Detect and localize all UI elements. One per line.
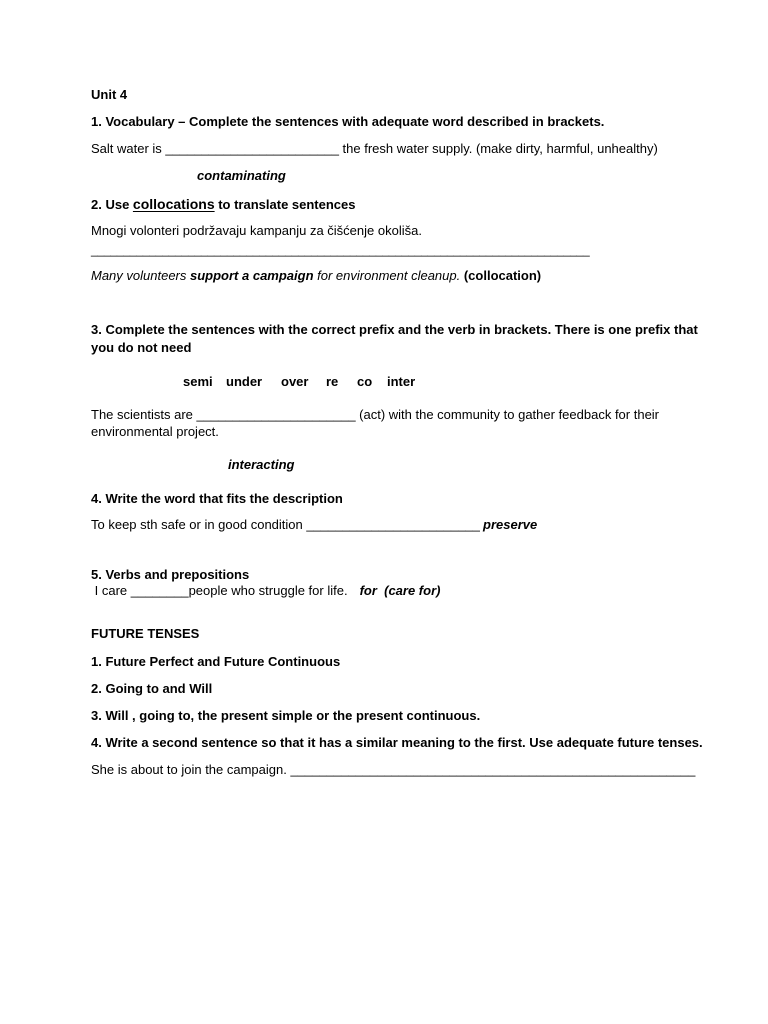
translation-answer-post: for environment cleanup. (313, 268, 464, 283)
prefix-item: inter (387, 374, 416, 389)
vocabulary-sentence: Salt water is ________________________ the fresh water supply. (make dirty, harmful, unhealthy) (91, 141, 658, 156)
future-tenses-title: FUTURE TENSES (91, 626, 200, 641)
verbs-prepositions-heading: 5. Verbs and prepositions (91, 567, 250, 582)
prefix-answer: interacting (228, 457, 295, 472)
prefix-item: re (326, 374, 339, 389)
description-answer: preserve (483, 517, 538, 532)
vocabulary-answer: contaminating (197, 168, 286, 183)
future-item: 3. Will , going to, the present simple or the present continuous. (91, 708, 481, 723)
prefix-item: over (281, 374, 309, 389)
unit-title: Unit 4 (91, 87, 128, 102)
prefix-heading-line2: you do not need (91, 340, 192, 355)
description-heading: 4. Write the word that fits the description (91, 491, 343, 506)
prefix-sentence-line2: environmental project. (91, 424, 219, 439)
translation-answer-note: (collocation) (463, 268, 542, 283)
collocations-heading (91, 196, 356, 213)
translation-answer (91, 268, 541, 284)
vocabulary-heading: 1. Vocabulary – Complete the sentences with adequate word described in brackets. (91, 114, 605, 129)
translation-blank: _____________________________________________________________________________ (91, 243, 590, 257)
collocations-heading-pre: 2. Use (91, 197, 133, 212)
translation-answer-collocation: support a campaign (190, 268, 314, 283)
prefix-item: semi (183, 374, 213, 389)
future-item: 1. Future Perfect and Future Continuous (91, 654, 341, 669)
prefix-heading-line1: 3. Complete the sentences with the correct prefix and the verb in brackets. There is one prefix that (91, 322, 698, 337)
translation-source-sentence: Mnogi volonteri podržavaju kampanju za čišćenje okoliša. (91, 223, 422, 238)
collocations-word: collocations (132, 196, 215, 212)
verbs-prepositions-text: I care ________people who struggle for life. (91, 583, 348, 598)
future-item: 2. Going to and Will (91, 681, 213, 696)
prefix-sentence-line1: The scientists are ______________________ (act) with the community to gather feedback for their (91, 407, 660, 422)
translation-answer-pre: Many volunteers (91, 268, 190, 283)
description-sentence: To keep sth safe or in good condition ________________________ (91, 517, 480, 532)
future-sentence: She is about to join the campaign. ________________________________________________________ (91, 762, 696, 777)
prefix-item: co (357, 374, 373, 389)
verbs-prepositions-sentence (91, 583, 440, 599)
collocations-heading-post: to translate sentences (214, 197, 356, 212)
future-item: 4. Write a second sentence so that it has a similar meaning to the first. Use adequate future tenses. (91, 735, 703, 750)
prefix-item: under (226, 374, 263, 389)
verbs-prepositions-answer: for (care for) (359, 583, 441, 598)
